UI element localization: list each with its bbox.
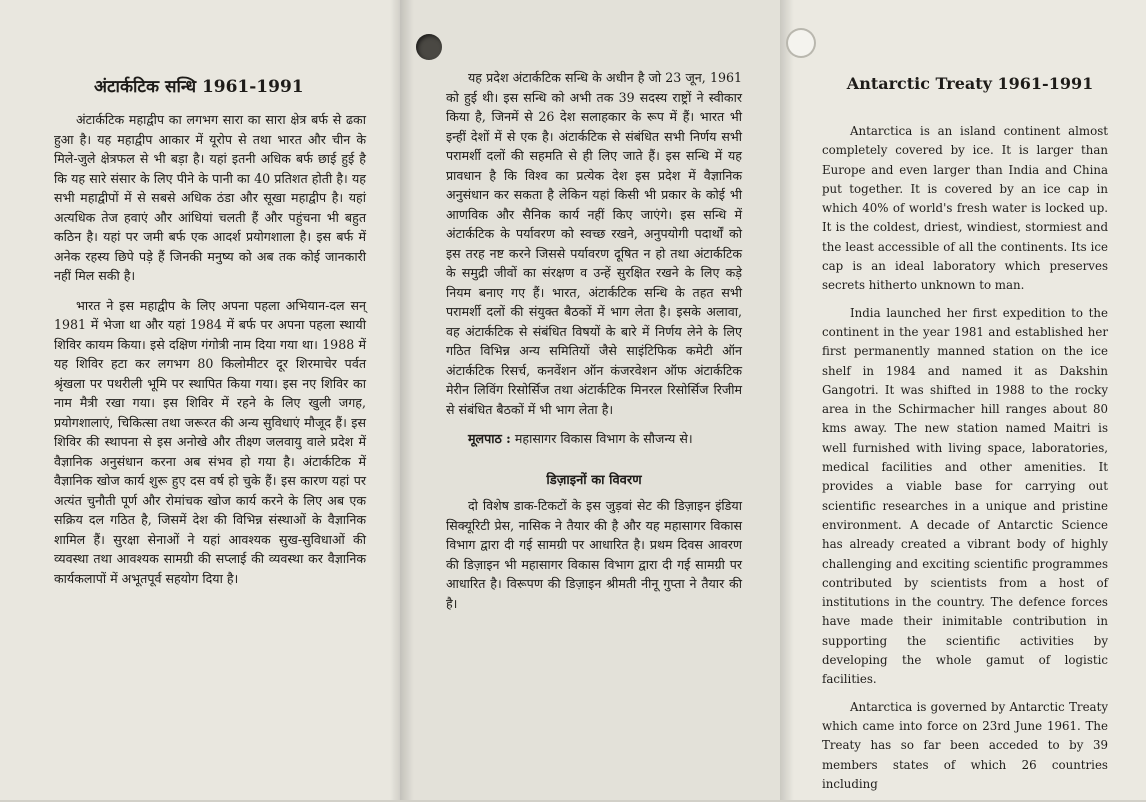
source-label: मूलपाठ : bbox=[468, 431, 511, 446]
hindi-body-left bbox=[54, 110, 366, 598]
source-line bbox=[446, 429, 742, 449]
english-title: Antarctic Treaty 1961-1991 bbox=[846, 74, 1094, 93]
fold-shadow bbox=[390, 0, 400, 800]
hindi-body-middle bbox=[446, 68, 742, 623]
paragraph: अंटार्कटिक महाद्वीप का लगभग सारा का सारा क्षेत्र बर्फ से ढका हुआ है। यह महाद्वीप आकार में यूरोप से तथा भारत और चीन के मिले-जुले क्षेत्रफल से भी बड़ा है। यहां इतनी अधिक बर्फ छाई हुई है कि यह सारे संसार के लिए पीने के पानी का 40 प्रतिशत होती है। यह सभी महाद्वीपों में से सबसे अधिक ठंडा और सूखा महाद्वीप है। यहां अत्यधिक तेज हवाएं और आंधियां चलती हैं और पहुंचना भी बहुत कठिन है। यहां पर जमी बर्फ एक आदर्श प्रयोगशाला है। इस बर्फ में अनेक रहस्य छिपे पड़े हैं जिनकी मनुष्य को अब तक कोई जानकारी नहीं मिल सकी है। bbox=[54, 112, 366, 283]
fold-shadow bbox=[780, 0, 794, 800]
design-heading: डिज़ाइनों का विवरण bbox=[546, 472, 642, 488]
paragraph: यह प्रदेश अंटार्कटिक सन्धि के अधीन है जो 23 जून, 1961 को हुई थी। इस सन्धि को अभी तक 39 सदस्य राष्ट्रों ने स्वीकार किया है, जिनमें से 26 देश सलाहकार के रूप में हैं। भारत भी इन्हीं देशों में से एक है। अंटार्कटिक से संबंधित सभी निर्णय सभी परामर्शी दलों की सहमति से ही लिए जाते हैं। इस सन्धि में यह प्रावधान है कि विश्व का प्रत्येक देश इस प्रदेश में वैज्ञानिक अनुसंधान कर सकता है लेकिन यहां किसी भी प्रकार के कोई भी आणविक और सैनिक कार्य नहीं किए जाएंगे। इस सन्धि में अंटार्कटिक के पर्यावरण को स्वच्छ रखने, अनुपयोगी पदार्थों को इस तरह नष्ट करने जिससे पर्यावरण दूषित न हो तथा अंटार्कटिक के समुद्री जीवों का संरक्षण व उन्हें सुरक्षित रखने के लिए कड़े नियम बनाए गए हैं। भारत, अंटार्कटिक सन्धि के तहत सभी परामर्शी दलों की संयुक्त बैठकों में भाग लेता है। इसके अलावा, वह अंटार्कटिक से संबंधित विषयों के बारे में निर्णय लेने के लिए गठित विभिन्न अन्य समितियों जैसे साइंटिफिक कमेटी ऑन अंटार्कटिक रिसर्च, कनवेंशन ऑन कंजरवेशन ऑफ अंटार्कटिक मेरीन लिविंग रिसोर्सिज तथा अंटार्कटिक मिनरल रिसोर्सिज रिजीम से संबंधित बैठकों में भी भाग लेता है। bbox=[446, 70, 742, 417]
english-body bbox=[822, 122, 1108, 802]
paragraph: Antarctica is an island continent almost completely covered by ice. It is larger than Europe and even larger than India and China put together. It is covered by an ice cap in which 40% of world's fresh water is locked up. It is the coldest, driest, windiest, stormiest and the least accessible of all the continents. Its ice cap is an ideal laboratory which preserves secrets hitherto unknown to man. bbox=[822, 124, 1108, 293]
punch-hole bbox=[788, 30, 814, 56]
hindi-title: अंटार्कटिक सन्धि 1961-1991 bbox=[94, 77, 304, 97]
paragraph: दो विशेष डाक-टिकटों के इस जुड़वां सेट की डिज़ाइन इंडिया सिक्यूरिटी प्रेस, नासिक ने तैयार की है और यह महासागर विकास विभाग द्वारा दी गई सामग्री पर आधारित है। प्रथम दिवस आवरण की डिज़ाइन भी महासागर विकास विभाग द्वारा दी गई सामग्री पर आधारित है। विरूपण की डिज़ाइन श्रीमती नीनू गुप्ता ने तैयार की है। bbox=[446, 498, 742, 611]
punch-hole bbox=[416, 34, 442, 60]
paragraph: भारत ने इस महाद्वीप के लिए अपना पहला अभियान-दल सन् 1981 में भेजा था और यहां 1984 में बर्फ पर अपना पहला स्थायी शिविर कायम किया। इसे दक्षिण गंगोत्री नाम दिया गया था। 1988 में यह शिविर हटा कर लगभग 80 किलोमीटर दूर शिरमाचेर पर्वत श्रृंखला पर पथरीली भूमि पर स्थापित किया गया। इस नए शिविर का नाम मैत्री रखा गया। इस शिविर में रहने के लिए खुली जगह, प्रयोगशालाएं, चिकित्सा तथा जरूरत की अन्य सुविधाएं मौजूद हैं। इस शिविर की स्थापना से इस अनोखे और तीक्ष्ण जलवायु वाले प्रदेश में वैज्ञानिक अनुसंधान करना अब संभव हो गया है। अंटार्कटिक में वैज्ञानिक खोज कार्य शुरू हुए दस वर्ष हो चुके हैं। इस कारण यहां पर अत्यंत चुनौती पूर्ण और रोमांचक खोज कार्य करने के लिए अब एक सक्रिय दल गठित है, जिसमें देश की विभिन्न संस्थाओं के वैज्ञानिक शामिल हैं। सुरक्षा सेनाओं ने यहां आवश्यक सुख-सुविधाओं की व्यवस्था तथा आवश्यक सामग्री की सप्लाई की व्यवस्था कर वैज्ञानिक कार्यकलापों में अभूतपूर्व सहयोग दिया है। bbox=[54, 297, 366, 586]
source-text: महासागर विकास विभाग के सौजन्य से। bbox=[514, 431, 693, 446]
paragraph: Antarctica is governed by Antarctic Treaty which came into force on 23rd June 1961. The Treaty has so far been acceded to by 39 members states of which 26 countries including bbox=[822, 699, 1108, 791]
paragraph: India launched her first expedition to the continent in the year 1981 and established her first permanently manned station on the ice shelf in 1984 and named it as Dakshin Gangotri. It was shifted in 1988 to the rocky area in the Schirmacher hill ranges about 80 kms away. The new station named Maitri is well furnished with living space, laboratories, medical facilities and other amenities. It provides a viable base for carrying out scientific researches in a unique and pristine environment. A decade of Antarctic Science has already created a vibrant body of highly challenging and exciting scientific programmes contributed by scientists from a host of institutions in the country. The defence forces have made their inimitable contribution in supporting the scientific activities by developing the whole gamut of logistic facilities. bbox=[822, 305, 1108, 687]
fold-shadow bbox=[400, 0, 414, 800]
